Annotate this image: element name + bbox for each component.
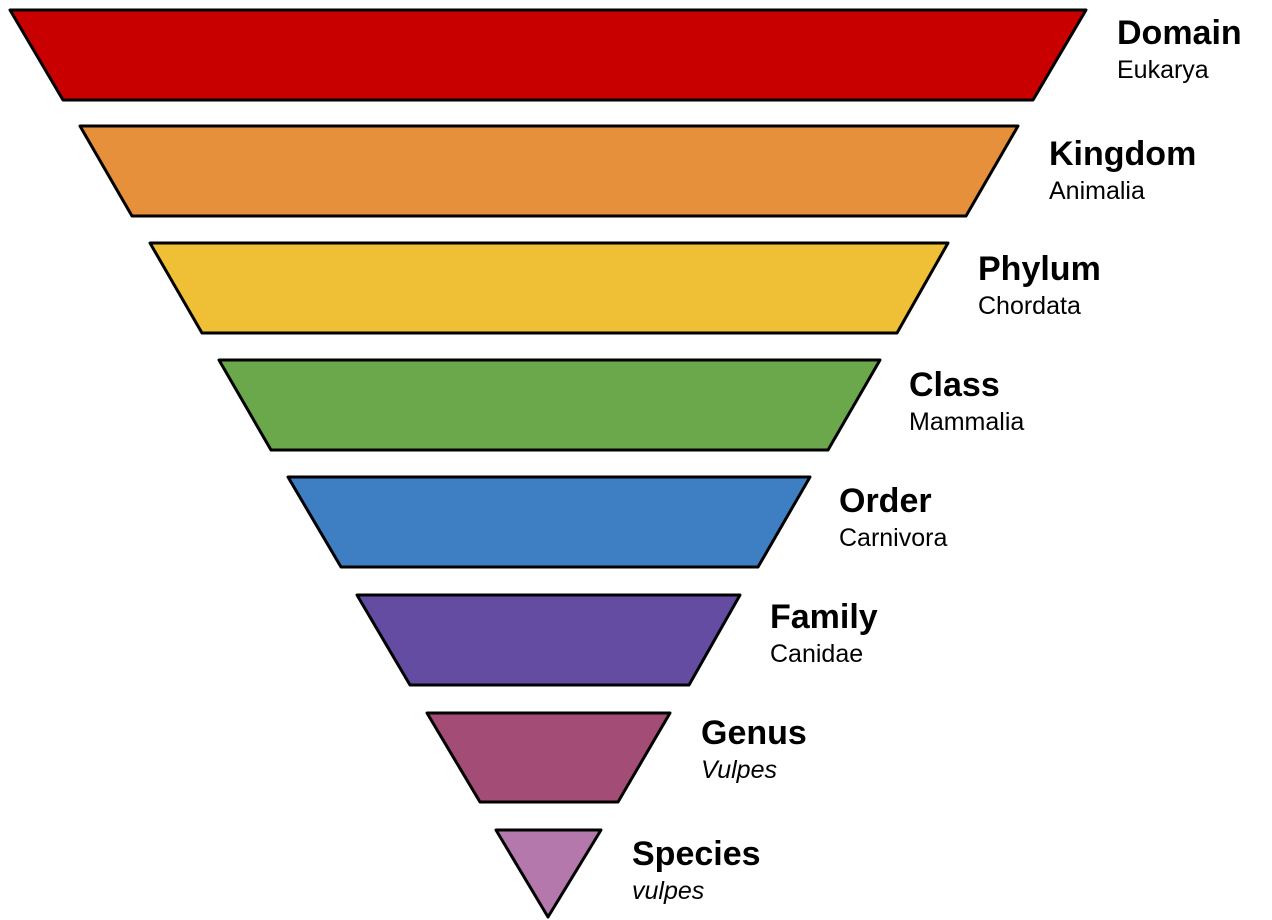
kingdom-taxon: Animalia bbox=[1049, 177, 1145, 205]
phylum-taxon: Chordata bbox=[978, 292, 1081, 320]
class-label bbox=[909, 368, 1024, 435]
genus-taxon: Vulpes bbox=[701, 756, 777, 784]
class-band bbox=[219, 360, 880, 450]
domain-taxon: Eukarya bbox=[1117, 56, 1209, 84]
kingdom-band bbox=[80, 126, 1018, 216]
kingdom-rank: Kingdom bbox=[1049, 135, 1197, 173]
order-taxon: Carnivora bbox=[839, 524, 948, 552]
class-rank: Class bbox=[909, 366, 1000, 404]
phylum-label bbox=[978, 252, 1101, 319]
family-label bbox=[770, 600, 878, 667]
domain-rank: Domain bbox=[1117, 14, 1242, 52]
genus-label bbox=[701, 716, 807, 783]
order-label bbox=[839, 484, 947, 551]
family-rank: Family bbox=[770, 598, 878, 636]
order-band bbox=[288, 477, 810, 567]
domain-label bbox=[1117, 16, 1242, 83]
family-taxon: Canidae bbox=[770, 640, 864, 668]
species-taxon: vulpes bbox=[632, 877, 705, 905]
kingdom-label bbox=[1049, 137, 1196, 204]
family-band bbox=[357, 595, 740, 685]
domain-band bbox=[10, 10, 1086, 100]
order-rank: Order bbox=[839, 482, 932, 520]
genus-band bbox=[427, 713, 670, 802]
phylum-band bbox=[150, 243, 948, 333]
species-rank: Species bbox=[632, 835, 761, 873]
species-triangle bbox=[496, 830, 601, 917]
class-taxon: Mammalia bbox=[909, 408, 1025, 436]
phylum-rank: Phylum bbox=[978, 250, 1101, 288]
genus-rank: Genus bbox=[701, 714, 807, 752]
species-label bbox=[632, 837, 761, 904]
